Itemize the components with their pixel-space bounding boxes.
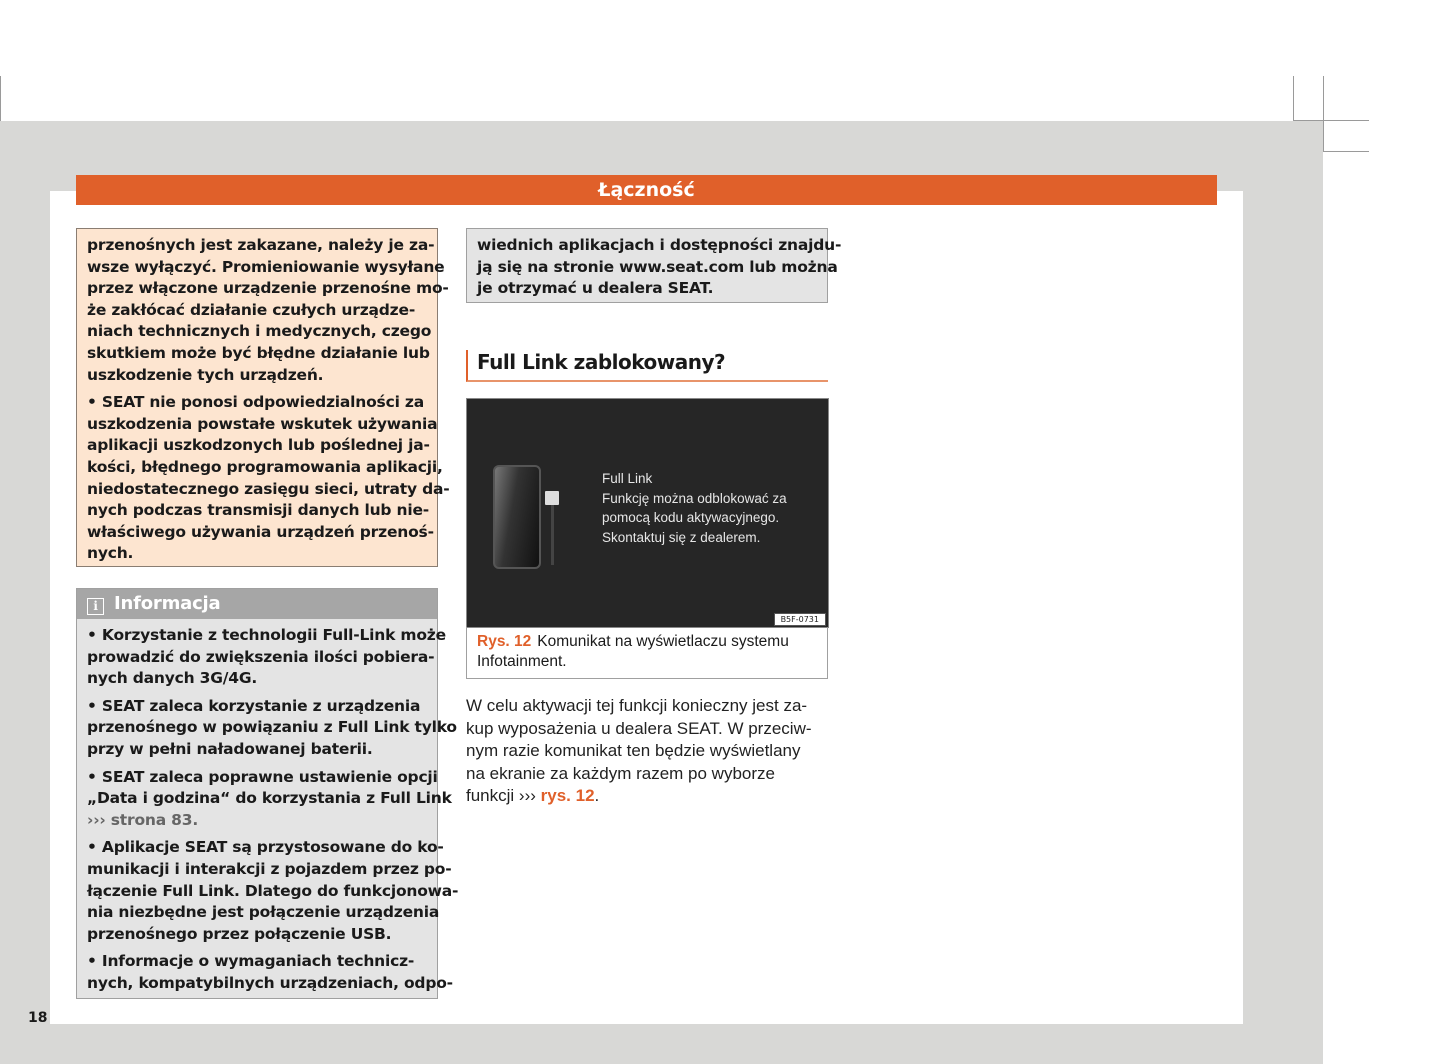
- page-reference-link[interactable]: ››› strona 83.: [87, 810, 199, 829]
- screen-message: [602, 469, 787, 547]
- text-line: Funkcję można odblokować za: [602, 490, 787, 506]
- phone-illustration: [493, 465, 541, 569]
- text-line: • Informacje o wymaganiach technicz-: [87, 952, 415, 971]
- body-paragraph: [466, 695, 836, 808]
- continued-info-box: [466, 228, 842, 303]
- section-header-bar: Łączność: [76, 175, 1217, 205]
- text-line: uszkodzenia powstałe wskutek używania: [87, 414, 438, 433]
- text-line: niach technicznych i medycznych, czego: [87, 322, 432, 341]
- text-line: • Korzystanie z technologii Full-Link może: [87, 626, 446, 644]
- text-line: łączenie Full Link. Dlatego do funkcjonowa-: [87, 881, 459, 900]
- info-body: [77, 619, 459, 1007]
- text-line: wiednich aplikacjach i dostępności znajdu-: [477, 236, 842, 254]
- cable-illustration: [551, 505, 554, 565]
- text-line: je otrzymać u dealera SEAT.: [477, 279, 714, 298]
- text-line: „Data i godzina“ do korzystania z Full Link: [87, 789, 452, 808]
- text: funkcji ›››: [466, 786, 536, 805]
- caption-text: Komunikat na wyświetlaczu systemu: [537, 633, 789, 650]
- text-line: niedostatecznego zasięgu sieci, utraty da-: [87, 479, 450, 498]
- text-line: pomocą kodu aktywacyjnego.: [602, 510, 780, 525]
- text-line: przez włączone urządzenie przenośne mo-: [87, 279, 449, 298]
- text-line: nym razie komunikat ten będzie wyświetlany: [466, 741, 801, 760]
- text-line: nych danych 3G/4G.: [87, 669, 258, 688]
- section-heading: Full Link zablokowany?: [466, 350, 828, 382]
- info-title: Informacja: [114, 593, 221, 614]
- crop-mark: [1293, 76, 1294, 121]
- text-line: • Aplikacje SEAT są przystosowane do ko-: [87, 838, 444, 857]
- text-line: • SEAT nie ponosi odpowiedzialności za: [87, 393, 424, 412]
- crop-mark: [1323, 151, 1369, 152]
- warning-paragraph: [87, 235, 449, 386]
- text-line: przy w pełni naładowanej baterii.: [87, 739, 373, 758]
- info-icon: i: [87, 598, 104, 615]
- page-number: 18: [28, 1010, 48, 1026]
- figure-image: [466, 398, 829, 628]
- warning-box: [76, 228, 450, 567]
- text-line: nych, kompatybilnych urządzeniach, odpo-: [87, 973, 453, 992]
- text-line: skutkiem może być błędne działanie lub: [87, 343, 430, 362]
- text-line: Full Link: [602, 471, 653, 486]
- usb-icon: [545, 491, 559, 505]
- info-item: [87, 951, 453, 994]
- text-line: kup wyposażenia u dealera SEAT. W przeciw-: [466, 718, 812, 738]
- figure-caption: [466, 627, 828, 679]
- text-line: aplikacji uszkodzonych lub poślednej ja-: [87, 436, 430, 455]
- crop-mark: [1323, 76, 1324, 151]
- text-line: • SEAT zaleca poprawne ustawienie opcji: [87, 767, 438, 786]
- text-line: nia niezbędne jest połączenie urządzenia: [87, 903, 440, 922]
- text-line: munikacji i interakcji z pojazdem przez po-: [87, 859, 452, 878]
- text-line: [466, 785, 836, 808]
- text-line: przenośnego w powiązaniu z Full Link tylko: [87, 718, 457, 737]
- crop-mark: [0, 76, 1, 121]
- text-line: uszkodzenie tych urządzeń.: [87, 365, 324, 384]
- info-item: [87, 696, 457, 761]
- text-line: nych podczas transmisji danych lub nie-: [87, 501, 430, 520]
- caption-label: Rys. 12: [477, 633, 532, 650]
- warning-bullet: [87, 392, 450, 565]
- text-line: że zakłócać działanie czułych urządze-: [87, 300, 416, 319]
- text: .: [594, 786, 600, 805]
- info-box: [76, 588, 459, 999]
- figure-reference-link[interactable]: rys. 12: [540, 786, 595, 805]
- text-line: Skontaktuj się z dealerem.: [602, 529, 761, 545]
- text-line: nych.: [87, 544, 134, 563]
- caption-text: Infotainment.: [477, 653, 567, 670]
- crop-mark: [1293, 120, 1369, 121]
- text-line: • SEAT zaleca korzystanie z urządzenia: [87, 696, 421, 715]
- text-line: przenośnych jest zakazane, należy je za-: [87, 236, 435, 254]
- info-item: [87, 767, 452, 832]
- figure-code: B5F-0731: [774, 613, 826, 626]
- text-line: wsze wyłączyć. Promieniowanie wysyłane: [87, 257, 445, 276]
- text-line: kości, błędnego programowania aplikacji,: [87, 457, 443, 476]
- text-line: W celu aktywacji tej funkcji konieczny jest za-: [466, 696, 808, 715]
- text-line: przenośnego przez połączenie USB.: [87, 924, 392, 943]
- text-line: na ekranie za każdym razem po wyborze: [466, 763, 775, 783]
- text-line: ją się na stronie www.seat.com lub można: [477, 257, 838, 276]
- text-line: właściwego używania urządzeń przenoś-: [87, 522, 434, 541]
- info-header: [77, 589, 437, 619]
- info-item: [87, 625, 446, 690]
- text-line: prowadzić do zwiększenia ilości pobiera-: [87, 647, 435, 666]
- info-item: [87, 837, 459, 945]
